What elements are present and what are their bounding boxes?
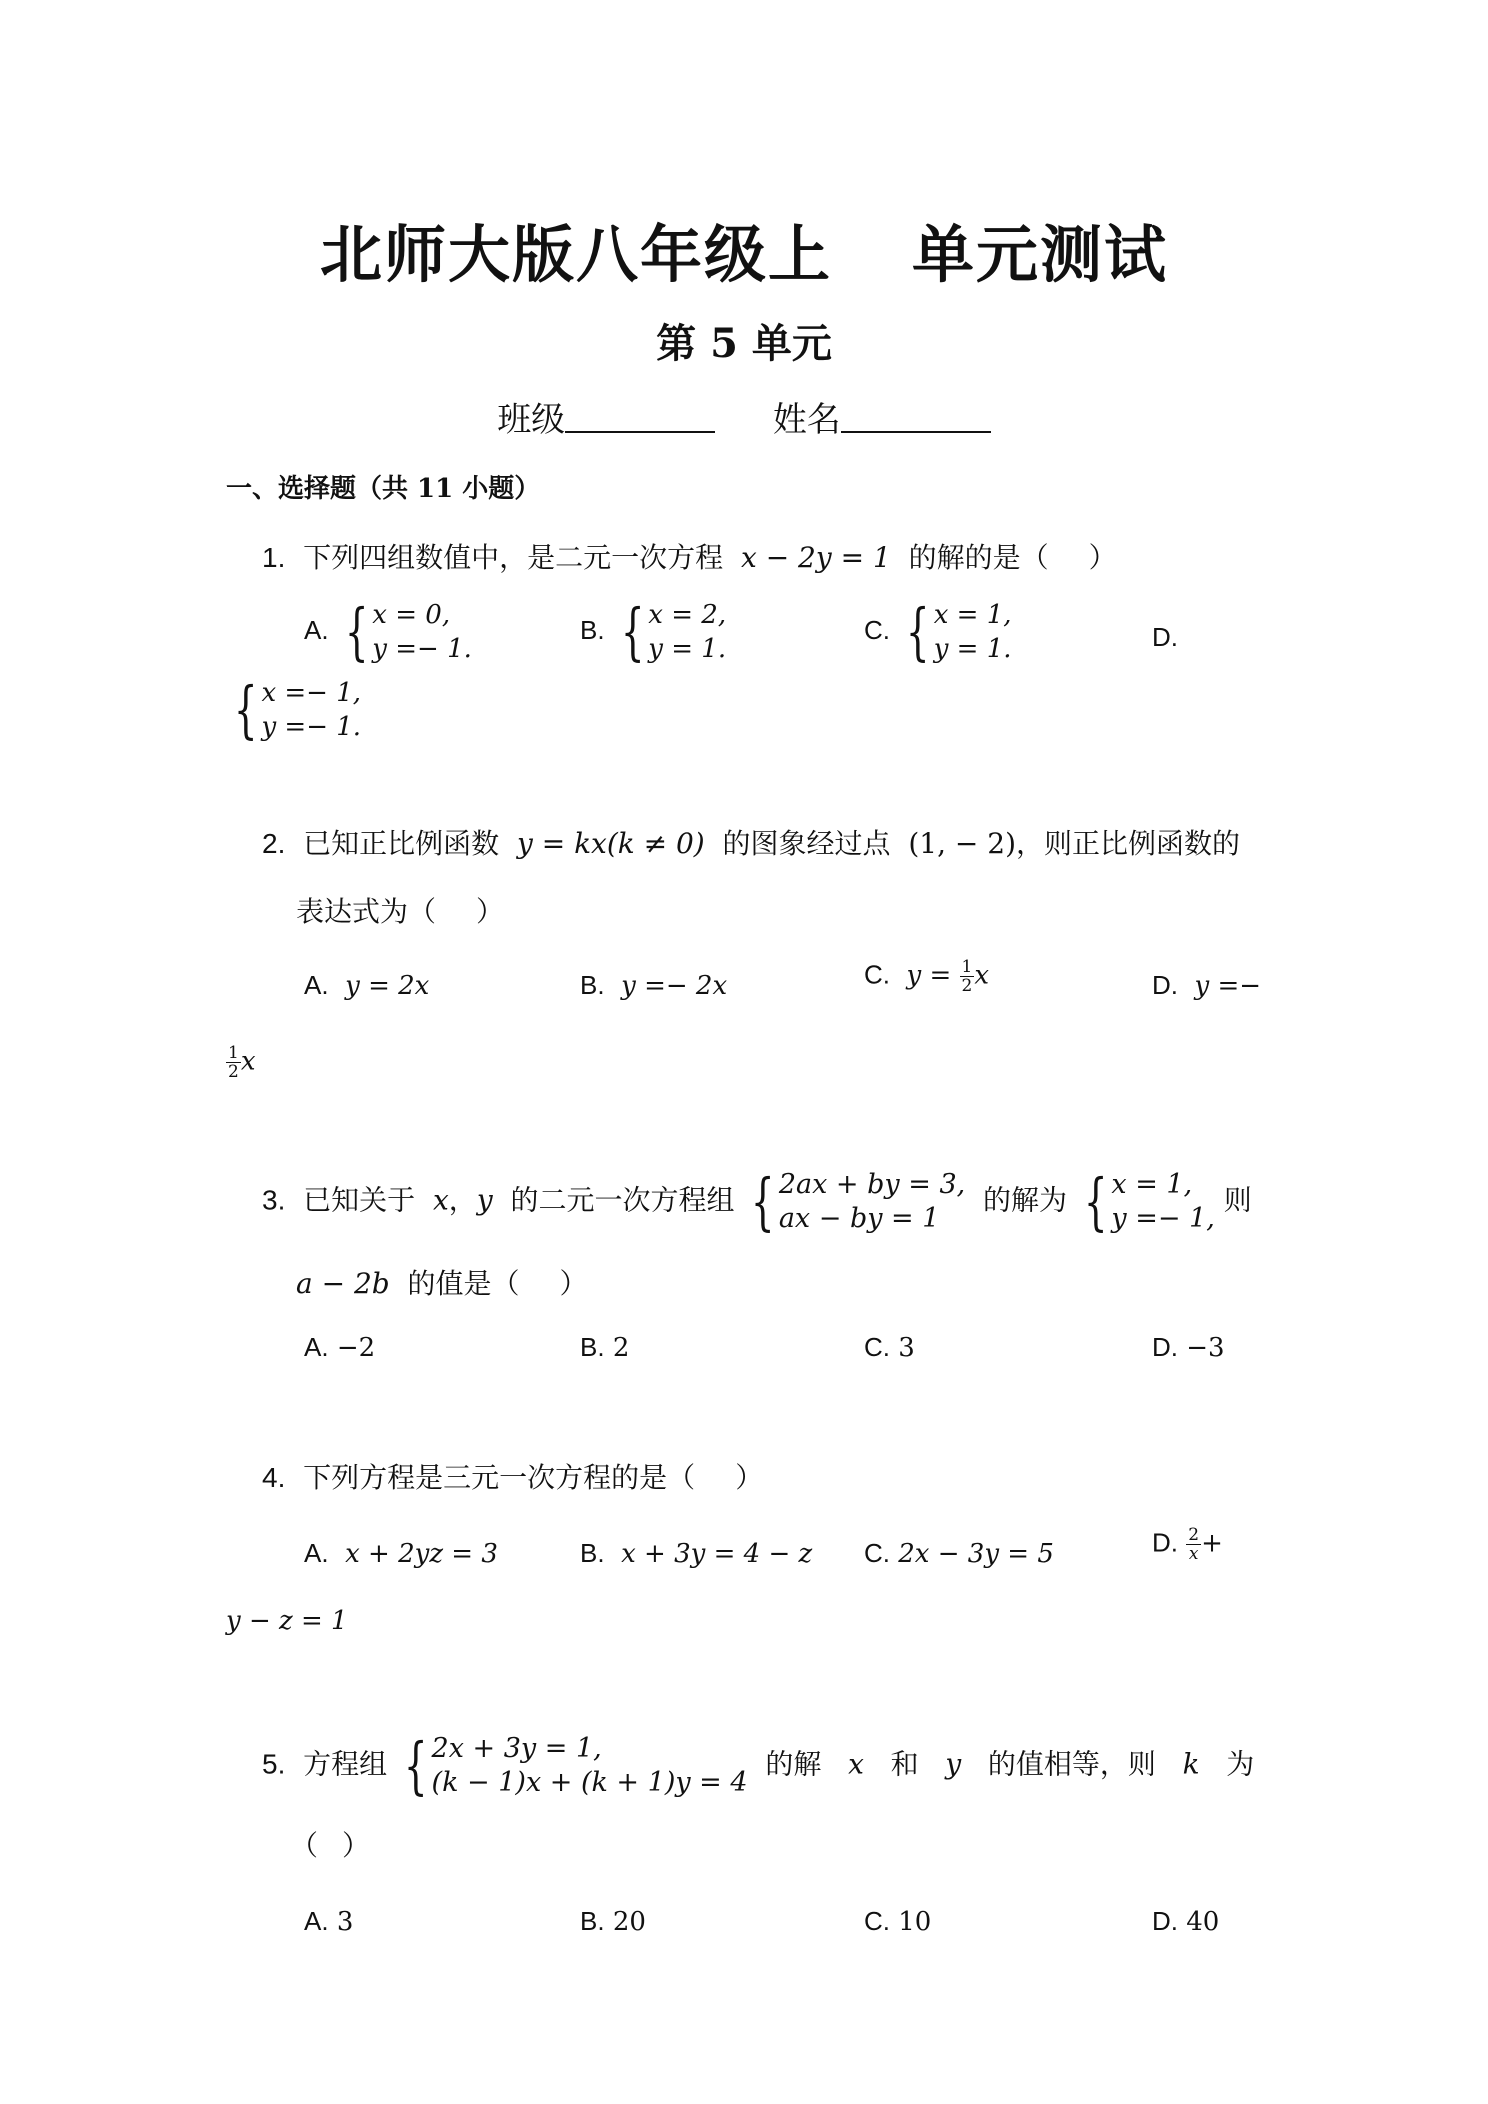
equation-system: { 2ax + by = 3, ax − by = 1 (751, 1165, 966, 1238)
option-label: A. (304, 1538, 329, 1568)
option-b[interactable] (580, 595, 727, 668)
question-text: 的解的是（ (908, 541, 1049, 574)
question-number: 4. (262, 1462, 286, 1493)
option-value: 20 (612, 1907, 646, 1937)
option-b[interactable] (580, 970, 727, 1001)
equation-system: { x =− 1, y =− 1. (233, 673, 362, 746)
option-expr: x + 3y = 4 − z (621, 1539, 813, 1569)
option-c[interactable] (864, 1906, 931, 1937)
option-a[interactable] (304, 1906, 353, 1937)
question-text: ） (476, 895, 505, 928)
option-label: D. (1152, 1906, 1178, 1936)
option-label: C. (864, 1906, 890, 1936)
option-d[interactable] (1152, 970, 1261, 1001)
option-expr: x (974, 960, 990, 991)
equation: y = kx(k ≠ 0) (517, 827, 705, 860)
option-label: B. (580, 1538, 605, 1568)
option-label: D. (1152, 970, 1178, 1000)
option-a[interactable] (304, 970, 429, 1001)
equation-system: { x = 0, y =− 1. (344, 595, 472, 668)
option-value: −2 (336, 1333, 376, 1363)
question-text: 为 (1226, 1747, 1255, 1781)
system-line: x = 0, (372, 600, 451, 630)
question-1 (262, 536, 1117, 576)
option-label: B. (580, 1332, 605, 1362)
fraction: $\frac{1}{2}$ (961, 957, 973, 996)
option-label: B. (580, 1906, 605, 1936)
equation-system: { x = 1, y = 1. (906, 595, 1012, 668)
option-expr: y = (906, 960, 952, 991)
option-label: C. (864, 1538, 890, 1568)
unit-subtitle: 第 5 单元 (656, 320, 832, 367)
equation-system: { x = 2, y = 1. (620, 595, 727, 668)
system-line: y = 1. (933, 634, 1012, 664)
student-info (0, 392, 1488, 441)
option-value: 40 (1186, 1907, 1220, 1937)
variable: x (433, 1183, 449, 1217)
question-text: 的值是（ (407, 1267, 520, 1300)
class-label: 班级 (497, 400, 566, 440)
option-label: A. (304, 615, 329, 645)
variable: y (945, 1747, 962, 1781)
option-d[interactable]: D. $\frac{2}{x}$ + (1152, 1525, 1223, 1564)
question-3-cont (296, 1262, 588, 1302)
option-expr: 2x − 3y = 5 (898, 1539, 1054, 1569)
option-expr: y = 2x (345, 971, 430, 1001)
option-label: A. (304, 970, 329, 1000)
question-number: 5. (262, 1748, 286, 1780)
option-value: 3 (336, 1907, 354, 1937)
variable: y (476, 1183, 493, 1217)
option-label: C. (864, 1332, 890, 1362)
option-label: B. (580, 615, 605, 645)
option-expr: y − z = 1 (226, 1606, 348, 1636)
option-d-content (226, 1606, 348, 1636)
question-text: 表达式为（ (296, 895, 437, 928)
system-line: y =− 1. (372, 634, 472, 664)
option-label: C. (864, 959, 890, 990)
option-value: 10 (898, 1907, 932, 1937)
option-a[interactable] (304, 1538, 498, 1569)
option-c[interactable] (864, 1332, 915, 1363)
class-blank[interactable] (565, 397, 715, 433)
question-text: 的解为 (983, 1183, 1068, 1217)
question-text: 的解 (765, 1747, 822, 1781)
question-3: 3. 已知关于 x，y 的二元一次方程组 { 2ax + by = 3, ax − by = 1 的解为 { x = 1, y =− 1, 则 (262, 1165, 1252, 1238)
name-blank[interactable] (841, 397, 991, 433)
option-expr: y =− (1194, 971, 1262, 1001)
option-d-content (226, 673, 362, 746)
question-5: 5. 方程组 { 2x + 3y = 1, (k − 1)x + (k + 1)y = 4 的解 x 和 y 的值相等，则 k 为 (262, 1729, 1255, 1802)
question-text: 方程组 (303, 1747, 388, 1781)
question-number: 3. (262, 1184, 286, 1216)
question-text: 下列四组数值中，是二元一次方程 (303, 541, 724, 574)
system-line: x = 2, (648, 600, 727, 630)
option-value: 2 (612, 1333, 630, 1363)
fraction: $\frac{1}{2}$ (228, 1043, 239, 1082)
question-text: ） (559, 1267, 588, 1300)
expression: a − 2b (296, 1267, 390, 1300)
question-number: 1. (262, 542, 286, 573)
option-expr: x (240, 1046, 256, 1077)
option-c[interactable] (864, 595, 1012, 668)
question-text: 已知正比例函数 (303, 827, 500, 860)
question-text: ，则正比例函数的 (1016, 827, 1241, 860)
question-2 (262, 822, 1240, 862)
question-2-cont (296, 890, 504, 930)
system-line: x = 1, (933, 600, 1012, 630)
fraction: $\frac{2}{x}$ (1188, 1525, 1200, 1564)
option-b[interactable] (580, 1538, 812, 1569)
option-label: D. (1152, 1332, 1178, 1362)
question-5-cont: （ ） (290, 1829, 371, 1862)
option-value: −3 (1186, 1333, 1225, 1363)
variable: k (1182, 1747, 1200, 1781)
title-left: 北师大版八年级上 (319, 218, 832, 291)
equation: x − 2y = 1 (741, 541, 891, 574)
system-line: x =− 1, (261, 678, 362, 708)
option-a[interactable] (304, 595, 472, 668)
option-label: B. (580, 970, 605, 1000)
system-line: y =− 1. (261, 712, 362, 742)
question-text: 下列方程是三元一次方程的是（ (303, 1461, 696, 1494)
option-label: D. (1152, 622, 1178, 652)
point: (1, − 2) (908, 827, 1017, 860)
option-expr: x + 2yz = 3 (345, 1539, 498, 1569)
question-text: 已知关于 (303, 1183, 416, 1217)
option-label: A. (304, 1906, 329, 1936)
question-text: 则 (1223, 1183, 1252, 1217)
section-heading: 一、选择题（共 11 小题） (226, 474, 541, 504)
question-text: 的值相等，则 (987, 1747, 1156, 1781)
question-4 (262, 1456, 763, 1496)
option-label: C. (864, 615, 890, 645)
system-line: y = 1. (648, 634, 727, 664)
option-b[interactable] (580, 1906, 646, 1937)
question-text: ） (735, 1461, 764, 1494)
option-a[interactable] (304, 1332, 375, 1363)
option-label: D. (1152, 1527, 1178, 1558)
equation-system: { 2x + 3y = 1, (k − 1)x + (k + 1)y = 4 (403, 1729, 748, 1802)
question-text: 的二元一次方程组 (510, 1183, 735, 1217)
option-b[interactable] (580, 1332, 629, 1363)
option-d[interactable] (1152, 1906, 1219, 1937)
question-number: 2. (262, 828, 286, 859)
page-title (0, 205, 1488, 294)
option-c[interactable] (864, 958, 989, 995)
option-d[interactable] (1152, 622, 1178, 653)
option-expr: y =− 2x (621, 971, 728, 1001)
option-d-content (226, 1044, 256, 1081)
option-c[interactable] (864, 1538, 1054, 1569)
name-label: 姓名 (772, 400, 841, 440)
solution-system: { x = 1, y =− 1, (1083, 1165, 1215, 1238)
option-label: A. (304, 1332, 329, 1362)
option-value: 3 (898, 1333, 915, 1363)
option-d[interactable] (1152, 1332, 1225, 1363)
question-text: ） (1088, 541, 1117, 574)
variable: x (848, 1747, 864, 1781)
question-text: 的图象经过点 (722, 827, 891, 860)
title-right: 单元测试 (912, 218, 1169, 291)
